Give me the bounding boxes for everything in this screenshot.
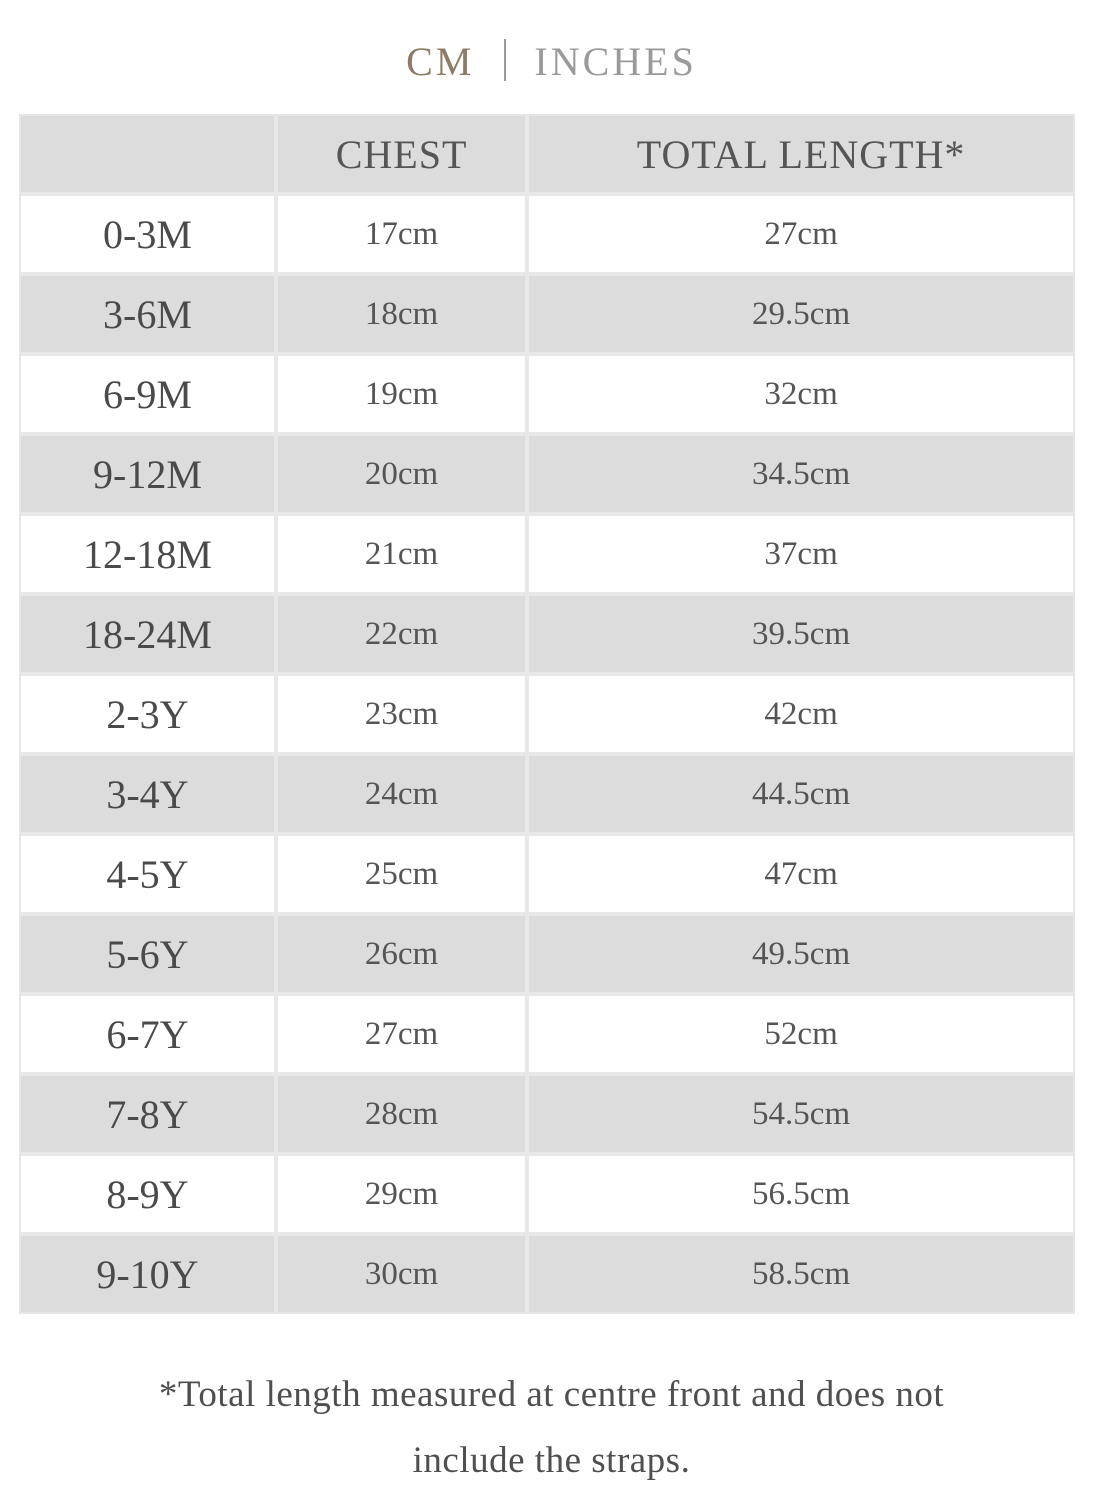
size-cell: 6-9M [21,356,278,436]
size-cell: 9-10Y [21,1236,278,1312]
size-cell: 4-5Y [21,836,278,916]
chest-cell: 29cm [278,1156,529,1236]
size-cell: 12-18M [21,516,278,596]
table-row [21,196,1073,276]
length-cell: 49.5cm [529,916,1073,996]
header-size [21,116,278,196]
chest-cell: 21cm [278,516,529,596]
length-cell: 29.5cm [529,276,1073,356]
length-cell: 34.5cm [529,436,1073,516]
chest-cell: 30cm [278,1236,529,1312]
unit-cm-tab[interactable]: CM [406,39,475,84]
chest-cell: 18cm [278,276,529,356]
table-row [21,1156,1073,1236]
length-cell: 58.5cm [752,1255,851,1292]
size-cell: 6-7Y [21,996,278,1076]
length-cell: 27cm [529,196,1073,276]
unit-divider [504,39,506,81]
table-row [21,996,1073,1076]
length-cell: 44.5cm [529,756,1073,836]
footnote [40,1362,1063,1494]
length-cell: 42cm [529,676,1073,756]
table-row [21,1236,1073,1312]
table-row [21,676,1073,756]
table-row [21,516,1073,596]
table-row [21,596,1073,676]
chest-cell: 26cm [278,916,529,996]
length-cell: 54.5cm [529,1076,1073,1156]
size-cell: 3-6M [21,276,278,356]
chest-cell: 25cm [278,836,529,916]
size-cell: 18-24M [21,596,278,676]
footnote-line-1: *Total length measured at centre front and does not [158,1374,945,1415]
chest-cell: 23cm [278,676,529,756]
chest-cell: 17cm [278,196,529,276]
chest-cell: 28cm [278,1076,529,1156]
table-row [21,276,1073,356]
table-header-row [21,116,1073,196]
length-cell: 47cm [529,836,1073,916]
size-cell: 5-6Y [21,916,278,996]
length-cell: 56.5cm [529,1156,1073,1236]
header-total-length: TOTAL LENGTH* [529,116,1073,196]
size-cell: 0-3M [21,196,278,276]
table-row [21,836,1073,916]
unit-inches-tab[interactable]: INCHES [534,39,697,84]
chest-cell: 20cm [278,436,529,516]
length-cell: 52cm [529,996,1073,1076]
length-cell: 37cm [529,516,1073,596]
header-chest: CHEST [278,116,529,196]
size-cell: 9-12M [21,436,278,516]
table-row [21,916,1073,996]
footnote-line-2: include the straps. [412,1440,691,1481]
size-cell: 3-4Y [21,756,278,836]
length-cell: 32cm [529,356,1073,436]
table-row [21,356,1073,436]
unit-toggle [0,34,1103,90]
size-chart-table [19,114,1075,1314]
size-cell: 8-9Y [21,1156,278,1236]
length-cell: 39.5cm [529,596,1073,676]
table-row [21,1076,1073,1156]
size-cell: 7-8Y [21,1076,278,1156]
chest-cell: 22cm [278,596,529,676]
table-row [21,436,1073,516]
chest-cell: 24cm [278,756,529,836]
chest-cell: 19cm [278,356,529,436]
chest-cell: 27cm [278,996,529,1076]
size-cell: 2-3Y [21,676,278,756]
table-row [21,756,1073,836]
